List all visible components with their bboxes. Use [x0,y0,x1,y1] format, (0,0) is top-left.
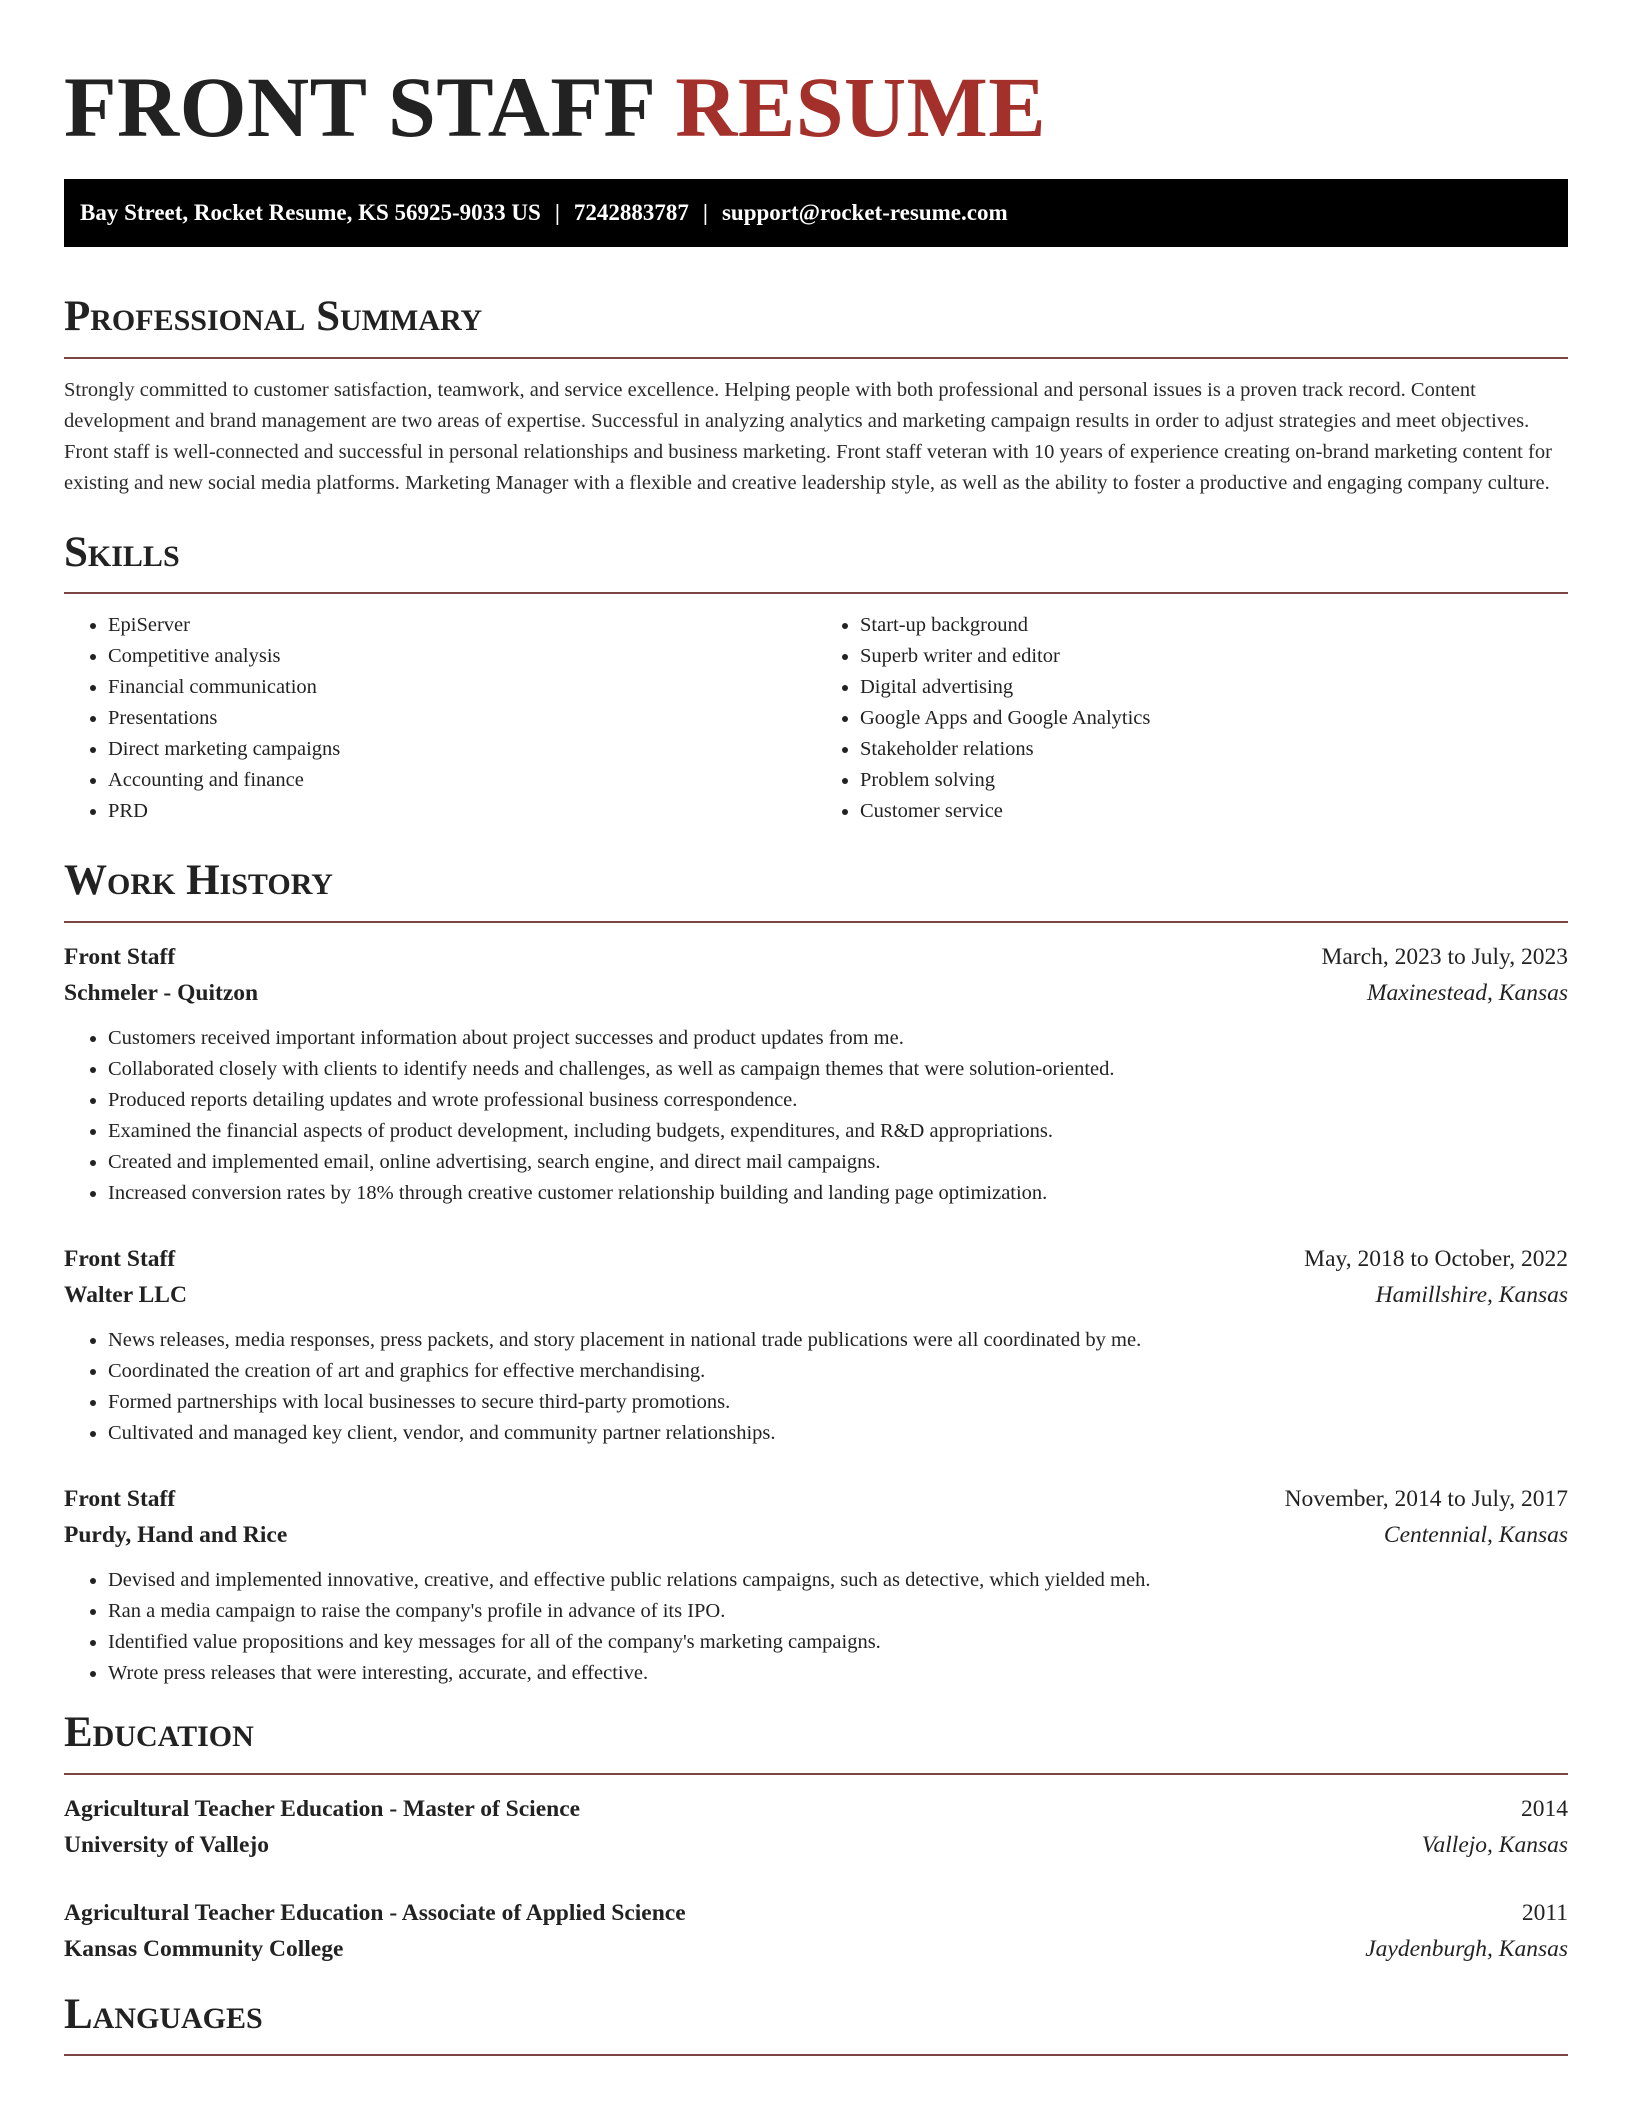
skill-item: • Digital advertising [860,672,1568,703]
education-degree: Agricultural Teacher Education - Master of Science [64,1795,581,1822]
job-bullet: • Cultivated and managed key client, vendor, and community partner relationships. [108,1418,1568,1449]
job-bullet: • Identified value propositions and key messages for all of the company's marketing campaigns. [108,1627,1568,1658]
job-entry [64,1241,1568,1449]
section-divider [64,2054,1568,2056]
skills-list [64,610,1568,827]
title-accent: RESUME [675,59,1047,155]
contact-email[interactable]: support@rocket-resume.com [721,200,1008,226]
skill-item: • Google Apps and Google Analytics [860,703,1568,734]
skill-item: • Problem solving [860,765,1568,796]
job-title: Front Staff [64,1245,176,1272]
job-dates: November, 2014 to July, 2017 [1284,1485,1568,1512]
education-school: Kansas Community College [64,1935,344,1962]
job-bullets [64,1325,1568,1449]
education-entry [64,1895,1568,1967]
contact-separator: | [702,200,708,226]
section-heading: Skills [64,528,180,576]
job-header [64,1481,1568,1517]
contact-phone: 7242883787 [573,200,689,226]
job-bullet: • Customers received important information about project successes and product updates from me. [108,1023,1568,1054]
education-school: University of Vallejo [64,1831,269,1858]
job-bullet: • Coordinated the creation of art and graphics for effective merchandising. [108,1356,1568,1387]
education-subheader [64,1827,1568,1863]
skills-column-right [816,610,1568,827]
education-header [64,1895,1568,1931]
resume-title [64,56,1568,159]
education-year: 2014 [1521,1795,1568,1822]
education-location: Vallejo, Kansas [1421,1831,1568,1858]
job-header [64,939,1568,975]
skill-item: • Presentations [108,703,816,734]
skill-item: • EpiServer [108,610,816,641]
section-divider [64,592,1568,594]
skill-item: • Financial communication [108,672,816,703]
skill-item: • Accounting and finance [108,765,816,796]
section-heading: Education [64,1708,254,1756]
skill-item: • Direct marketing campaigns [108,734,816,765]
job-title: Front Staff [64,1485,176,1512]
job-company: Walter LLC [64,1281,187,1308]
contact-bar [64,179,1568,247]
section-heading: Languages [64,1990,263,2038]
skill-item: • PRD [108,796,816,827]
education-section [64,1707,1568,1967]
work-history-section [64,855,1568,1689]
section-heading: Work History [64,857,333,905]
job-bullet: • Collaborated closely with clients to identify needs and challenges, as well as campaign themes that were solution-oriented. [108,1054,1568,1085]
education-entry [64,1791,1568,1863]
job-location: Maxinestead, Kansas [1366,979,1568,1006]
education-year: 2011 [1521,1899,1568,1926]
job-bullet: • Examined the financial aspects of product development, including budgets, expenditures, and R&D appropriations. [108,1116,1568,1147]
job-dates: March, 2023 to July, 2023 [1321,943,1568,970]
education-header [64,1791,1568,1827]
job-title: Front Staff [64,943,176,970]
education-degree: Agricultural Teacher Education - Associate of Applied Science [64,1899,686,1926]
skill-item: • Customer service [860,796,1568,827]
job-location: Centennial, Kansas [1383,1521,1568,1548]
job-bullet: • Devised and implemented innovative, creative, and effective public relations campaigns, such as detective, which yielded meh. [108,1565,1568,1596]
job-bullet: • Increased conversion rates by 18% through creative customer relationship building and landing page optimization. [108,1178,1568,1209]
skill-item: • Competitive analysis [108,641,816,672]
job-dates: May, 2018 to October, 2022 [1304,1245,1568,1272]
section-divider [64,921,1568,923]
skill-item: • Superb writer and editor [860,641,1568,672]
skills-section [64,527,1568,828]
summary-section [64,291,1568,499]
job-company: Purdy, Hand and Rice [64,1521,288,1548]
job-bullet: • Ran a media campaign to raise the company's profile in advance of its IPO. [108,1596,1568,1627]
job-subheader [64,975,1568,1011]
job-header [64,1241,1568,1277]
skill-item: • Stakeholder relations [860,734,1568,765]
job-bullets [64,1023,1568,1209]
languages-section [64,1989,1568,2057]
section-divider [64,357,1568,359]
education-location: Jaydenburgh, Kansas [1365,1935,1568,1962]
education-subheader [64,1931,1568,1967]
job-bullet: • Produced reports detailing updates and wrote professional business correspondence. [108,1085,1568,1116]
job-entry [64,939,1568,1209]
job-bullets [64,1565,1568,1689]
title-main: FRONT STAFF [64,59,654,155]
job-bullet: • News releases, media responses, press packets, and story placement in national trade publications were all coordinated by me. [108,1325,1568,1356]
job-entry [64,1481,1568,1689]
job-subheader [64,1277,1568,1313]
skills-column-left [64,610,816,827]
contact-address: Bay Street, Rocket Resume, KS 56925-9033 US [80,200,541,226]
job-subheader [64,1517,1568,1553]
section-divider [64,1773,1568,1775]
job-bullet: • Formed partnerships with local businesses to secure third-party promotions. [108,1387,1568,1418]
job-bullet: • Created and implemented email, online advertising, search engine, and direct mail campaigns. [108,1147,1568,1178]
job-bullet: • Wrote press releases that were interesting, accurate, and effective. [108,1658,1568,1689]
job-company: Schmeler - Quitzon [64,979,259,1006]
summary-text: Strongly committed to customer satisfaction, teamwork, and service excellence. Helping people with both professional and personal issues is a proven track record. Content development and brand management are two areas of expertise. Successful in analyzing analytics and marketing campaign results in order to adjust strategies and meet objectives. Front staff is well-connected and successful in personal relationships and business marketing. Front staff veteran with 10 years of experience creating on-brand marketing content for existing and new social media platforms. Marketing Manager with a flexible and creative leadership style, as well as the ability to foster a productive and engaging company culture. [64,378,1552,494]
job-location: Hamillshire, Kansas [1375,1281,1568,1308]
section-heading: Professional Summary [64,293,483,341]
contact-separator: | [554,200,560,226]
skill-item: • Start-up background [860,610,1568,641]
